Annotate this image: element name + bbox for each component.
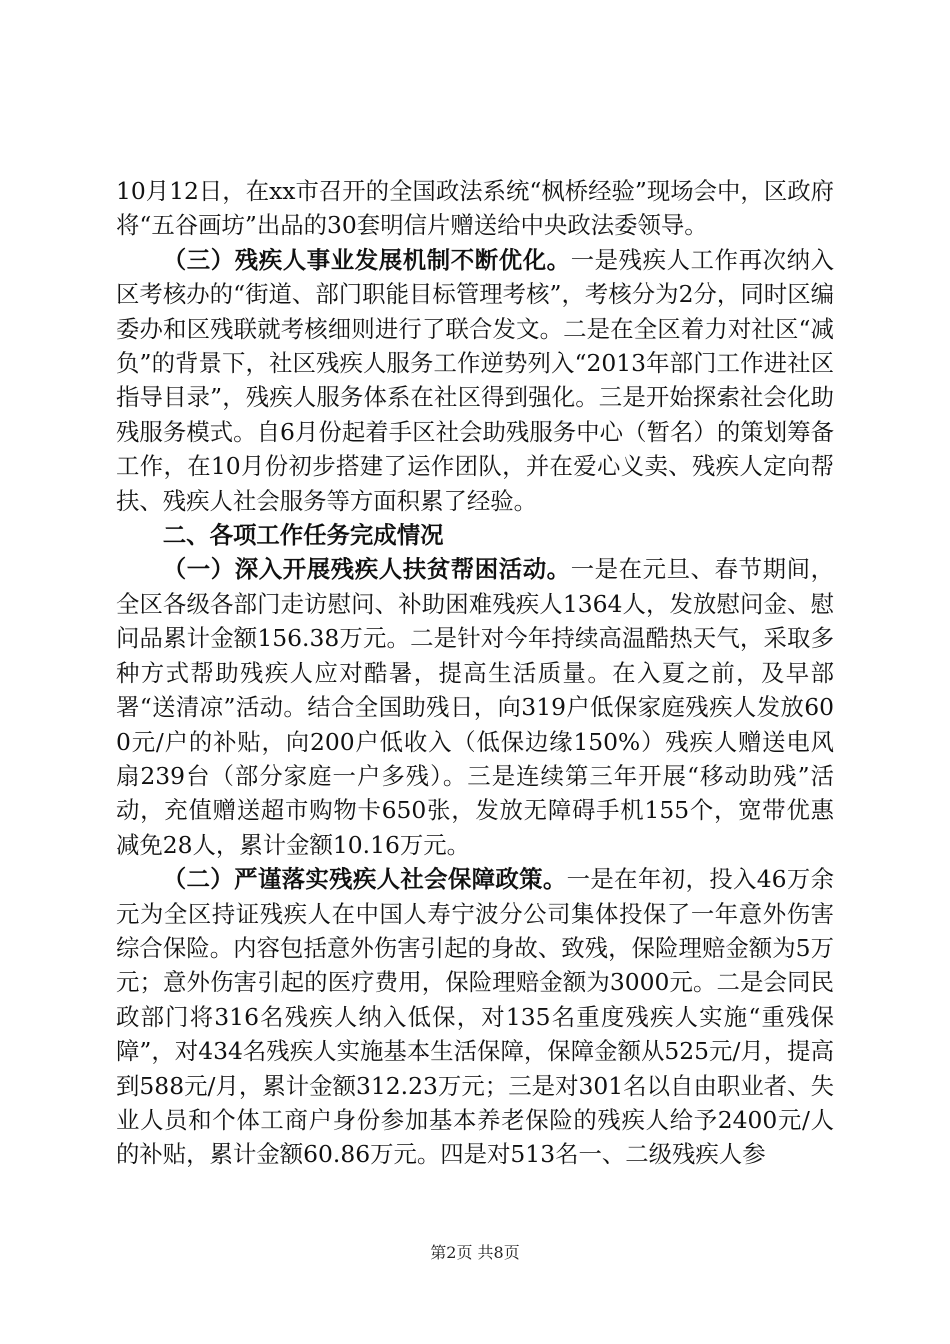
paragraph-text: 10月12日，在xx市召开的全国政法系统“枫桥经验”现场会中，区政府将“五谷画坊”出品的30套明信片赠送给中央政法委领导。 <box>116 177 834 240</box>
paragraph-lead: （三）残疾人事业发展机制不断优化。 <box>162 245 571 274</box>
document-body <box>116 174 834 1172</box>
paragraph-text: 一是在年初，投入46万余元为全区持证残疾人在中国人寿宁波分公司集体投保了一年意外伤害综合保险。内容包括意外伤害引起的身故、致残，保险理赔金额为5万元；意外伤害引起的医疗费用，保险理赔金额为3000元。二是会同民政部门将316名残疾人纳入低保，对135名重度残疾人实施“重残保障”，对434名残疾人实施基本生活保障，保障金额从525元/月，提高到588元/月，累计金额312.23万元；三是对301名以自由职业者、失业人员和个体工商户身份参加基本养老保险的残疾人给予2400元/人的补贴，累计金额60.86万元。四是对513名一、二级残疾人参 <box>116 865 835 1169</box>
paragraph-lead: （二）严谨落实残疾人社会保障政策。 <box>162 865 567 894</box>
paragraph-social-security <box>116 862 834 1172</box>
paragraph-mechanism <box>116 243 834 518</box>
paragraph-text: 一是在元旦、春节期间，全区各级各部门走访慰问、补助困难残疾人1364人，发放慰问金、慰问品累计金额156.38万元。二是针对今年持续高温酷热天气，采取多种方式帮助残疾人应对酷暑，提高生活质量。在入夏之前，及早部署“送清凉”活动。结合全国助残日，向319户低保家庭残疾人发放600元/户的补贴，向200户低收入（低保边缘150%）残疾人赠送电风扇239台（部分家庭一户多残）。三是连续第三年开展“移动助残”活动，充值赠送超市购物卡650张，发放无障碍手机155个，宽带优惠减免28人，累计金额10.16万元。 <box>116 555 835 859</box>
paragraph-continuation <box>116 174 834 243</box>
paragraph-poverty-relief <box>116 552 834 862</box>
section-heading-text: 二、各项工作任务完成情况 <box>162 521 444 550</box>
section-heading <box>116 518 834 552</box>
paragraph-text: 一是残疾人工作再次纳入区考核办的“街道、部门职能目标管理考核”，考核分为2分，同时区编委办和区残联就考核细则进行了联合发文。二是在全区着力对社区“减负”的背景下，社区残疾人服务工作逆势列入“2013年部门工作进社区指导目录”，残疾人服务体系在社区得到强化。三是开始探索社会化助残服务模式。自6月份起着手区社会助残服务中心（暂名）的策划筹备工作，在10月份初步搭建了运作团队，并在爱心义卖、残疾人定向帮扶、残疾人社会服务等方面积累了经验。 <box>116 245 835 515</box>
page-footer: 第2页 共8页 <box>430 1243 520 1262</box>
paragraph-lead: （一）深入开展残疾人扶贫帮困活动。 <box>162 555 571 584</box>
